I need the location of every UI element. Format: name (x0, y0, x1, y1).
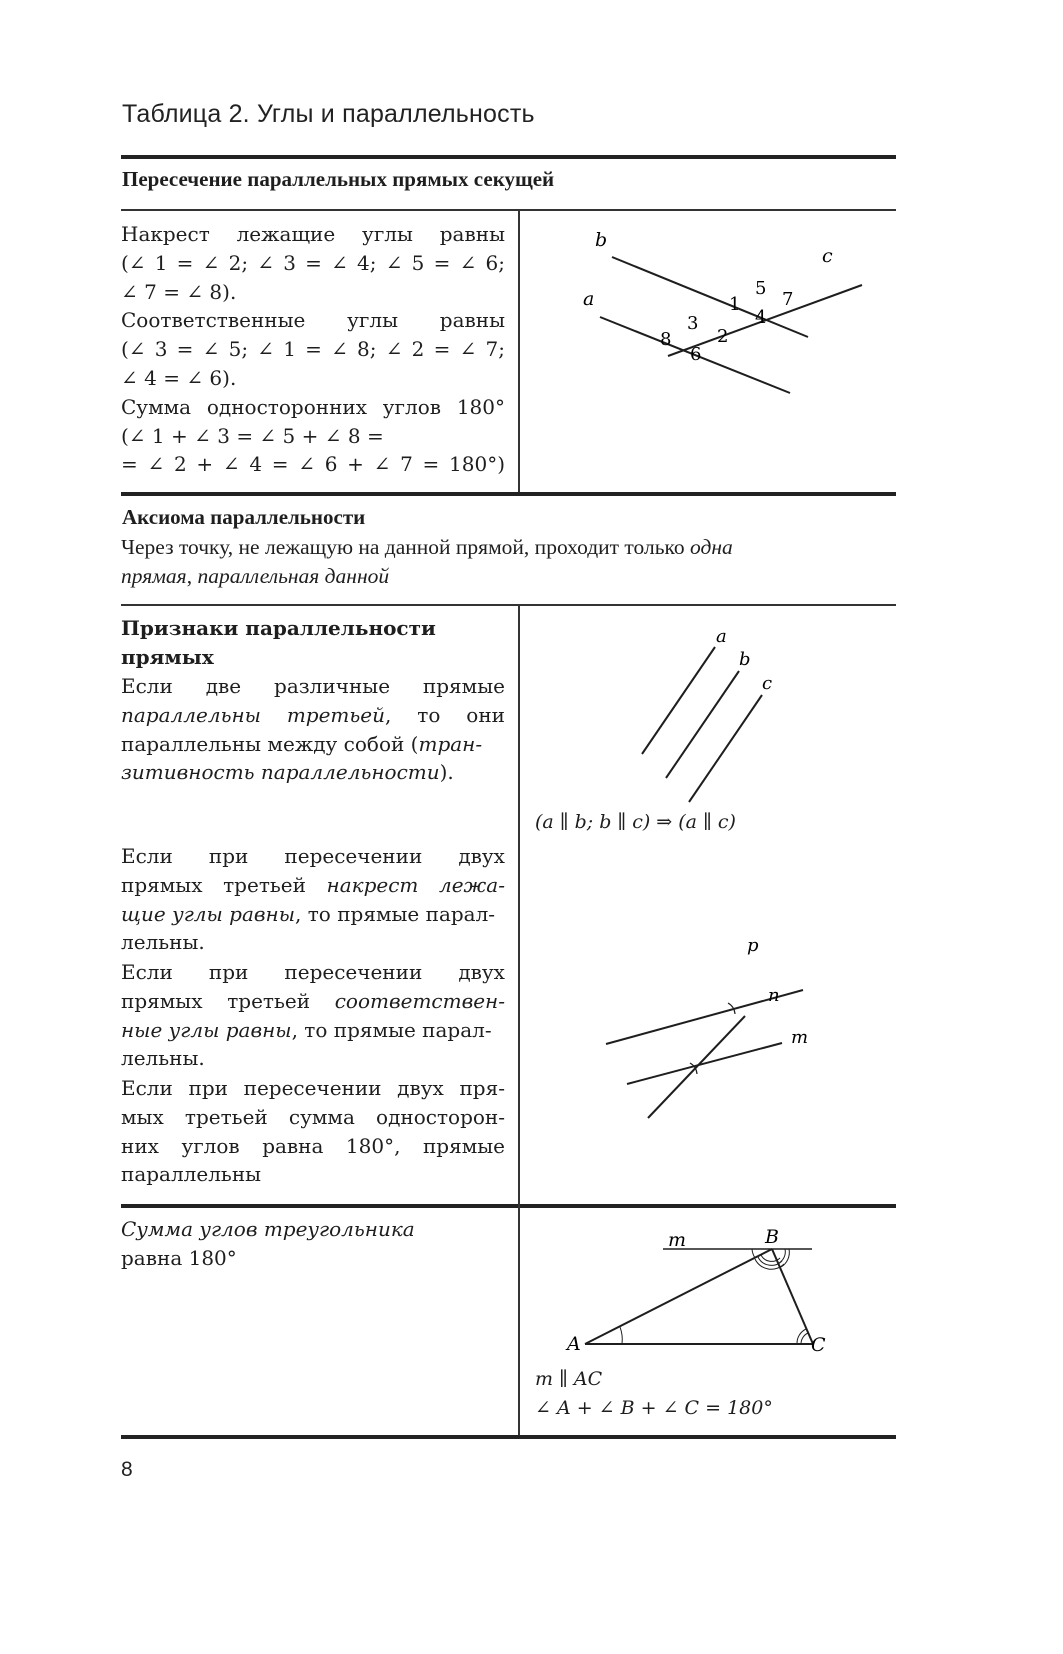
triangle-caption-sum: ∠ A + ∠ B + ∠ C = 180° (535, 1397, 773, 1419)
text: ). (439, 760, 454, 785)
section-divider-top (121, 155, 896, 159)
word: прямые (422, 674, 505, 698)
angle-label-2: 2 (717, 326, 729, 347)
text-line (121, 1215, 505, 1244)
transitivity-caption: (a ∥ b; b ∥ c) ⇒ (a ∥ c) (535, 811, 736, 833)
axiom-italic-one: одна (690, 535, 733, 559)
column-divider (518, 1204, 520, 1436)
page-number: 8 (121, 1458, 133, 1481)
angle-label-6: 6 (690, 344, 702, 365)
text-line (121, 758, 505, 787)
transitivity-diagram (620, 620, 800, 810)
angle-label-4: 4 (755, 307, 767, 328)
triangle-caption-parallel: m ∥ AC (535, 1368, 603, 1390)
word: при (188, 1076, 228, 1100)
word: мых (121, 1104, 164, 1129)
text-line (121, 958, 505, 987)
text-line: Сумма односторонних углов 180° (121, 394, 505, 419)
word: при (208, 960, 249, 984)
word: Если (121, 844, 173, 868)
word: них (121, 1133, 159, 1158)
text-line: ∠ 4 = ∠ 6). (121, 365, 237, 390)
criterion-alternate-angles (121, 842, 505, 957)
text-line: = ∠ 2 + ∠ 4 = ∠ 6 + ∠ 7 = 180°) (121, 452, 505, 477)
criterion-same-side-angles (121, 1074, 505, 1189)
word: при (208, 844, 249, 868)
word: Если (121, 960, 173, 984)
text-line (121, 730, 505, 759)
word: третьей (286, 702, 386, 727)
text-line (121, 987, 505, 1016)
transversal-angles-diagram (540, 215, 880, 395)
angle-label-1: 1 (729, 294, 741, 315)
word: равна (262, 1133, 324, 1158)
word: то (417, 702, 441, 727)
vertex-label-a: A (567, 1333, 581, 1355)
text-line: лельны. (121, 930, 205, 955)
text: щие углы равны (121, 901, 296, 926)
word: две (205, 674, 242, 698)
criterion-corresponding-angles (121, 958, 505, 1073)
section-divider-bottom (121, 1435, 896, 1439)
word: лежа- (438, 872, 505, 897)
word: пересечении (243, 1076, 382, 1100)
text-line (121, 871, 505, 900)
text-line: равна 180° (121, 1245, 237, 1270)
line-label-c: c (762, 673, 773, 694)
text-line: параллельны (121, 1162, 262, 1187)
row-divider (121, 604, 896, 606)
line-label-b: b (595, 229, 608, 251)
word: двух (458, 960, 505, 984)
axiom-italic-line: прямая (121, 564, 187, 588)
text-line: лельны. (121, 1046, 205, 1071)
word: параллельны (121, 702, 261, 727)
text: параллельны между собой ( (121, 731, 419, 756)
triangle-diagram (560, 1220, 860, 1360)
text: зитивность параллельности (121, 760, 440, 785)
word: , (385, 702, 392, 727)
word: прямых (121, 988, 203, 1013)
axiom-italic-parallel: параллельная данной (197, 564, 390, 588)
line-label-b: b (739, 649, 751, 670)
section-divider (121, 492, 896, 496)
text-line (121, 1103, 505, 1132)
angle-label-3: 3 (687, 313, 699, 334)
section-divider (121, 1204, 896, 1208)
word: односторон- (376, 1104, 505, 1129)
text: , то прямые парал- (291, 1017, 492, 1042)
text-line (121, 672, 505, 701)
word: пересечении (284, 844, 423, 868)
word: двух (458, 844, 505, 868)
word: пря- (459, 1076, 505, 1100)
vertex-label-b: B (765, 1226, 779, 1248)
line-label-m: m (791, 1027, 809, 1048)
axiom-separator: , (186, 564, 198, 588)
triangle-sum-text (121, 1215, 505, 1273)
angle-label-7: 7 (782, 289, 794, 310)
text-line: Накрест лежащие углы равны (121, 222, 505, 246)
word: углов (181, 1133, 240, 1158)
text: тран- (418, 731, 483, 756)
word: 180°, (345, 1133, 401, 1158)
word: накрест (326, 872, 419, 897)
text: Сумма углов треугольника (121, 1217, 415, 1241)
line-label-m: m (668, 1229, 687, 1251)
text-line (121, 1016, 505, 1045)
text-line: (∠ 1 + ∠ 3 = ∠ 5 + ∠ 8 = (121, 423, 384, 448)
word: сумма (288, 1104, 355, 1129)
text-line: (∠ 3 = ∠ 5; ∠ 1 = ∠ 8; ∠ 2 = ∠ 7; (121, 337, 505, 362)
angle-label-8: 8 (660, 329, 672, 350)
transitivity-text (121, 672, 505, 787)
text-line (121, 900, 505, 929)
line-label-a: a (716, 626, 727, 647)
word: прямых (121, 872, 203, 897)
word: прямые (422, 1133, 505, 1158)
line-label-c: c (822, 245, 833, 267)
angle-label-5: 5 (755, 278, 767, 299)
line-label-p: p (747, 935, 759, 956)
word: третьей (184, 1104, 268, 1129)
angle-properties-text (121, 220, 505, 479)
word: Если (121, 1076, 173, 1100)
text-line (121, 842, 505, 871)
line-label-n: n (768, 985, 780, 1006)
section-heading-axiom: Аксиома параллельности (122, 505, 366, 529)
word: третьей (223, 872, 306, 897)
text: , то прямые парал- (295, 901, 496, 926)
axiom-plain: Через точку, не лежащую на данной прямой, проходит только (121, 535, 691, 559)
section-heading-intersection: Пересечение параллельных прямых секущей (122, 167, 555, 191)
parallel-criteria-heading (121, 614, 505, 672)
column-divider (518, 604, 520, 1206)
word: пересечении (284, 960, 423, 984)
parallel-criteria-diagram (595, 925, 825, 1125)
word: третьей (227, 988, 311, 1013)
row-divider (121, 209, 896, 211)
column-divider (518, 209, 520, 493)
axiom-text (121, 533, 897, 591)
criteria-heading-line: Признаки параллельности (121, 616, 436, 640)
text-line (121, 1074, 505, 1103)
word: они (466, 702, 505, 727)
text: ные углы равны (121, 1017, 292, 1042)
word: соответствен- (334, 988, 505, 1013)
vertex-label-c: C (811, 1334, 826, 1356)
text-line (121, 701, 505, 730)
text-line (121, 1132, 505, 1161)
text-line: ∠ 7 = ∠ 8). (121, 279, 237, 304)
text-line: Соответственные углы равны (121, 308, 505, 333)
word: различные (274, 674, 391, 698)
word: Если (121, 674, 173, 698)
word: двух (397, 1076, 444, 1100)
page-title: Таблица 2. Углы и параллельность (122, 100, 535, 128)
line-label-a: a (583, 288, 595, 310)
criteria-heading-line: прямых (121, 644, 214, 669)
text-line: (∠ 1 = ∠ 2; ∠ 3 = ∠ 4; ∠ 5 = ∠ 6; (121, 250, 505, 275)
